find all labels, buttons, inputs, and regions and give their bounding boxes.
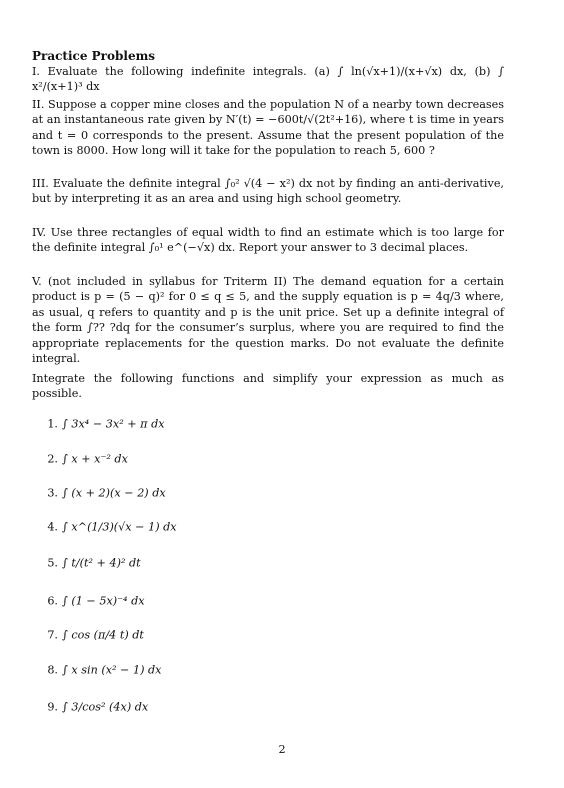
list-item bbox=[32, 690, 512, 724]
list-item bbox=[32, 546, 512, 580]
list-item bbox=[32, 442, 512, 476]
list-item bbox=[32, 584, 512, 618]
problem-I-text: I. Evaluate the following indefinite integrals. (a) ∫ ln(√x+1)/(x+√x) dx, (b) ∫ x²/(x+1)³ dx bbox=[32, 65, 504, 94]
problem-expression: ∫ x sin (x² − 1) dx bbox=[62, 663, 162, 677]
problem-expression: ∫ 3/cos² (4x) dx bbox=[62, 700, 149, 714]
problem-number: 2. bbox=[47, 452, 58, 466]
problem-expression: ∫ (x + 2)(x − 2) dx bbox=[62, 486, 166, 500]
problem-number: 1. bbox=[47, 417, 58, 431]
list-item bbox=[32, 510, 512, 544]
list-item bbox=[32, 653, 512, 687]
page-number: 2 bbox=[278, 743, 286, 756]
problem-expression: ∫ x + x⁻² dx bbox=[62, 452, 128, 466]
problem-number: 7. bbox=[47, 628, 58, 642]
problem-expression: ∫ t/(t² + 4)² dt bbox=[62, 556, 141, 570]
problem-expression: ∫ cos (π/4 t) dt bbox=[62, 628, 144, 642]
problem-number: 8. bbox=[47, 663, 58, 677]
list-item bbox=[32, 407, 512, 441]
problem-number: 4. bbox=[47, 520, 58, 534]
problem-expression: ∫ 3x⁴ − 3x² + π dx bbox=[62, 417, 165, 431]
problem-number: 3. bbox=[47, 486, 58, 500]
problem-number: 5. bbox=[47, 556, 58, 570]
problem-III-text: III. Evaluate the definite integral ∫₀² √(4 − x²) dx not by finding an anti-derivative, but by interpreting it as an area and using high school geometry. bbox=[32, 177, 504, 206]
problem-number: 6. bbox=[47, 594, 58, 608]
problem-number: 9. bbox=[47, 700, 58, 714]
list-item bbox=[32, 618, 512, 652]
problem-IV-text: IV. Use three rectangles of equal width to find an estimate which is too large for the definite integral ∫₀¹ e^(−√x) dx. Report your answer to 3 decimal places. bbox=[32, 226, 504, 255]
problem-V-text: V. (not included in syllabus for Triterm II) The demand equation for a certain product is p = (5 − q)² for 0 ≤ q ≤ 5, and the supply equation is p = 4q/3 where, as usual, q refers to quantity and p is the unit price. Set up a definite integral of the form ∫?? ?dq for the consumer’s surplus, where you are required to find the appropriate replacements for the question marks. Do not evaluate the definite integral. bbox=[32, 275, 504, 366]
list-item bbox=[32, 476, 512, 510]
section-heading: Practice Problems bbox=[32, 49, 156, 63]
problem-expression: ∫ (1 − 5x)⁻⁴ dx bbox=[62, 594, 145, 608]
problem-II-text: II. Suppose a copper mine closes and the population N of a nearby town decreases at an instantaneous rate given by N′(t) = −600t/√(2t²+16), where t is time in years and t = 0 corresponds to the present. Assume that the present population of the town is 8000. How long will it take for the population to reach 5, 600 ? bbox=[32, 98, 504, 158]
integration-instructions: Integrate the following functions and simplify your expression as much as possible. bbox=[32, 372, 504, 401]
problem-expression: ∫ x^(1/3)(√x − 1) dx bbox=[62, 520, 177, 534]
